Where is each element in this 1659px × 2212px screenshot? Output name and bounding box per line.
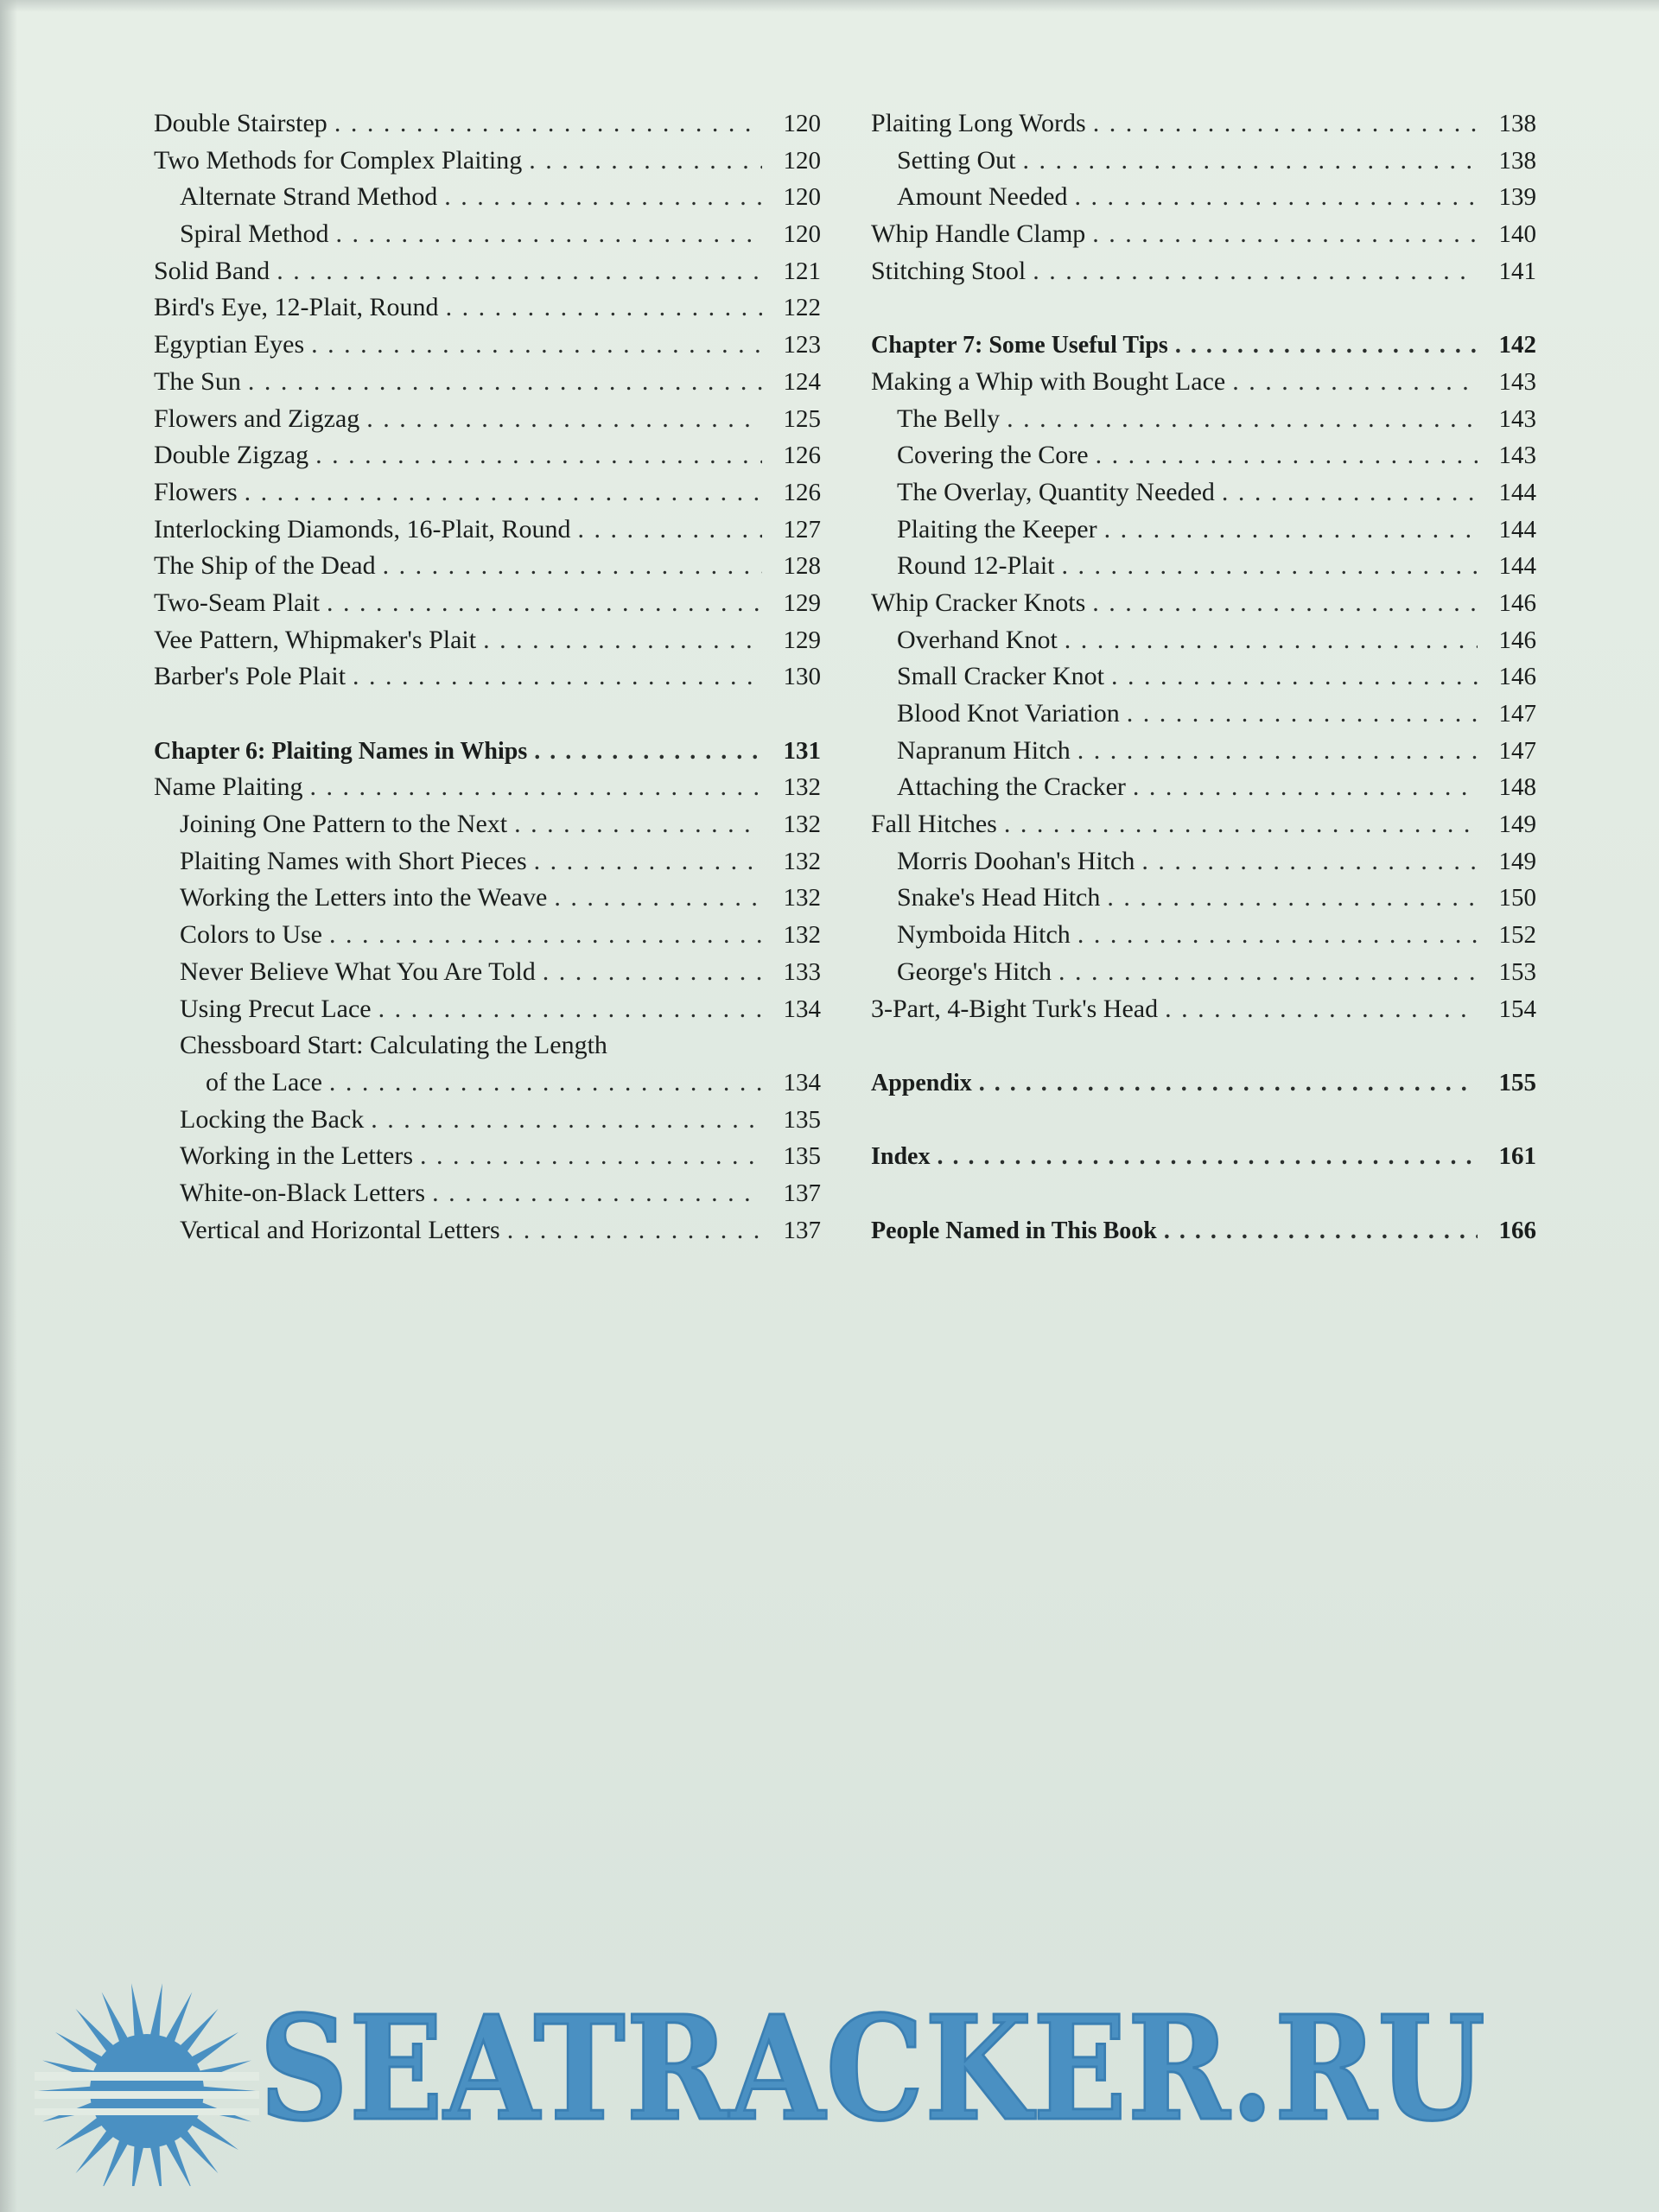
toc-entry-page: 153: [1498, 957, 1536, 986]
toc-leader-dots: [529, 143, 762, 180]
toc-entry: [154, 216, 821, 253]
toc-leader-dots: [1141, 843, 1478, 880]
toc-entry: [871, 585, 1536, 622]
toc-leader-dots: [543, 954, 762, 991]
toc-entry-title: Vertical and Horizontal Letters: [180, 1215, 500, 1244]
toc-entry-title: Overhand Knot: [897, 625, 1058, 654]
toc-entry: [871, 105, 1536, 143]
toc-entry: [154, 289, 821, 327]
toc-entry-title: Napranum Hitch: [897, 735, 1071, 765]
toc-entry-title: Two-Seam Plait: [154, 588, 321, 617]
toc-entry: [154, 991, 821, 1028]
toc-entry-page: 134: [783, 1068, 821, 1096]
toc-entry-page: 125: [783, 404, 821, 433]
toc-entry-page: 166: [1498, 1216, 1536, 1244]
toc-entry-page: 139: [1498, 183, 1536, 212]
toc-leader-dots: [329, 1065, 762, 1102]
toc-entry-title: George's Hitch: [897, 957, 1052, 986]
toc-leader-dots: [1092, 216, 1478, 253]
toc-entry: [871, 880, 1536, 917]
toc-entry: [871, 991, 1536, 1028]
toc-spacer: [871, 289, 1536, 327]
toc-entry: [154, 954, 821, 991]
toc-leader-dots: [432, 1175, 762, 1212]
toc-entry: [871, 216, 1536, 253]
toc-entry: [871, 733, 1536, 770]
toc-entry-title: Alternate Strand Method: [180, 182, 438, 212]
sun-ray: [165, 2138, 193, 2186]
toc-entry: [154, 1175, 821, 1212]
toc-chapter-entry: [871, 1138, 1536, 1175]
toc-entry-page: 131: [783, 736, 821, 765]
toc-entry-title: Morris Doohan's Hitch: [897, 846, 1135, 875]
toc-entry: [154, 880, 821, 917]
toc-leader-dots: [1092, 585, 1478, 622]
toc-entry: [154, 401, 821, 438]
toc-entry-page: 132: [783, 773, 821, 802]
sun-ray: [149, 1983, 162, 2038]
toc-leader-dots: [327, 585, 762, 622]
toc-entry-page: 143: [1498, 367, 1536, 396]
toc-leader-dots: [446, 289, 762, 327]
toc-leader-dots: [315, 437, 762, 474]
toc-entry-page: 148: [1498, 773, 1536, 802]
toc-entry: [154, 327, 821, 364]
toc-entry-title: The Belly: [897, 404, 1001, 433]
toc-entry-title: Plaiting Names with Short Pieces: [180, 846, 527, 875]
toc-entry: [871, 401, 1536, 438]
toc-entry: [154, 548, 821, 585]
toc-leader-dots: [276, 253, 762, 290]
toc-entry-page: 144: [1498, 552, 1536, 581]
toc-entry-page: 154: [1498, 995, 1536, 1023]
toc-entry-page: 146: [1498, 588, 1536, 617]
toc-entry: [871, 474, 1536, 512]
toc-leader-dots: [1111, 658, 1478, 696]
toc-entry: [154, 105, 821, 143]
toc-entry-page: 120: [783, 146, 821, 175]
toc-entry-page: 132: [783, 884, 821, 912]
toc-leader-dots: [248, 364, 762, 401]
toc-entry-title: Joining One Pattern to the Next: [180, 810, 508, 839]
toc-entry-title: Locking the Back: [180, 1104, 365, 1134]
toc-entry-title: Two Methods for Complex Plaiting: [154, 145, 523, 175]
toc-entry: [871, 512, 1536, 549]
toc-entry-title: Double Stairstep: [154, 109, 327, 137]
toc-leader-dots: [383, 548, 762, 585]
toc-entry-title: Plaiting the Keeper: [897, 514, 1097, 543]
toc-entry-page: 143: [1498, 404, 1536, 433]
toc-leader-dots: [336, 216, 763, 253]
toc-entry: [871, 143, 1536, 180]
toc-entry-title: Appendix: [871, 1069, 972, 1096]
toc-entry-title: of the Lace: [206, 1067, 322, 1096]
toc-entry-page: 152: [1498, 921, 1536, 950]
toc-entry-page: 132: [783, 810, 821, 839]
toc-entry: [871, 253, 1536, 290]
toc-leader-dots: [507, 1212, 762, 1249]
page-edge-shadow-left: [0, 0, 17, 2212]
toc-entry-title: 3-Part, 4-Bight Turk's Head: [871, 994, 1159, 1023]
toc-column-right: [871, 105, 1536, 1249]
toc-entry-page: 147: [1498, 700, 1536, 728]
toc-entry-page: 120: [783, 220, 821, 249]
toc-entry: [871, 769, 1536, 806]
toc-leader-dots: [979, 1065, 1478, 1103]
toc-leader-dots: [311, 327, 762, 364]
toc-entry-page: 138: [1498, 146, 1536, 175]
toc-entry: [154, 474, 821, 512]
toc-entry: [154, 806, 821, 843]
toc-entry: [154, 1065, 821, 1102]
toc-leader-dots: [1222, 474, 1478, 512]
toc-entry-page: 129: [783, 588, 821, 617]
toc-entry-title: Solid Band: [154, 256, 270, 285]
toc-entry-page: 144: [1498, 478, 1536, 506]
toc-leader-dots: [1127, 696, 1478, 733]
toc-entry-page: 146: [1498, 626, 1536, 654]
toc-entry: [871, 179, 1536, 216]
toc-entry-page: 133: [783, 957, 821, 986]
toc-entry: [154, 253, 821, 290]
toc-entry-title: Fall Hitches: [871, 810, 997, 839]
toc-leader-dots: [1074, 179, 1478, 216]
toc-entry: [154, 512, 821, 549]
toc-chapter-entry: [871, 1212, 1536, 1249]
toc-entry-title: Chessboard Start: Calculating the Length: [180, 1031, 607, 1060]
sun-ray: [165, 1992, 193, 2044]
toc-leader-dots: [483, 622, 762, 659]
toc-leader-dots: [1004, 806, 1478, 843]
toc-entry: [154, 658, 821, 696]
toc-entry-page: 147: [1498, 736, 1536, 765]
toc-entry-page: 135: [783, 1105, 821, 1134]
toc-entry-page: 142: [1498, 331, 1536, 359]
sun-ray: [102, 1992, 130, 2044]
toc-entry-title: Nymboida Hitch: [897, 920, 1071, 950]
toc-leader-dots: [1165, 991, 1478, 1028]
toc-entry-title: Double Zigzag: [154, 441, 309, 470]
toc-entry-title: Small Cracker Knot: [897, 662, 1104, 691]
toc-entry-page: 137: [783, 1179, 821, 1207]
toc-entry: [154, 1027, 821, 1065]
toc-leader-dots: [1007, 401, 1478, 438]
toc-entry-title: Whip Handle Clamp: [871, 219, 1086, 249]
toc-leader-dots: [1033, 253, 1478, 290]
sun-ray: [131, 1983, 144, 2038]
toc-entry: [871, 843, 1536, 880]
toc-leader-dots: [245, 474, 762, 512]
toc-entry-title: Bird's Eye, 12-Plait, Round: [154, 293, 439, 322]
toc-spacer: [871, 1175, 1536, 1212]
toc-entry-title: Flowers and Zigzag: [154, 404, 360, 433]
toc-entry-title: Index: [871, 1143, 931, 1171]
toc-spacer: [871, 1102, 1536, 1139]
toc-entry: [871, 696, 1536, 733]
toc-entry: [871, 658, 1536, 696]
toc-entry-title: Setting Out: [897, 145, 1016, 175]
toc-entry: [871, 917, 1536, 954]
toc-entry: [871, 548, 1536, 585]
toc-entry: [154, 437, 821, 474]
toc-entry-title: Never Believe What You Are Told: [180, 957, 536, 986]
toc-entry-title: People Named in This Book: [871, 1217, 1157, 1244]
toc-leader-dots: [534, 734, 762, 771]
toc-leader-dots: [420, 1138, 762, 1175]
toc-column-left: [154, 105, 821, 1249]
toc-entry-title: Attaching the Cracker: [897, 772, 1126, 802]
toc-entry-page: 126: [783, 478, 821, 506]
toc-leader-dots: [1077, 917, 1478, 954]
toc-entry-page: 140: [1498, 220, 1536, 249]
toc-entry-page: 128: [783, 552, 821, 581]
toc-entry: [154, 179, 821, 216]
toc-entry: [154, 917, 821, 954]
toc-entry-title: The Ship of the Dead: [154, 551, 376, 581]
toc-entry-title: Name Plaiting: [154, 772, 303, 802]
toc-entry-title: Spiral Method: [180, 219, 329, 249]
toc-entry-page: 132: [783, 921, 821, 950]
toc-leader-dots: [1104, 512, 1478, 549]
toc-entry-page: 146: [1498, 663, 1536, 691]
watermark-text: SEATRACKER.RU: [259, 1985, 1486, 2153]
toc-entry: [871, 954, 1536, 991]
toc-entry-title: Whip Cracker Knots: [871, 588, 1086, 617]
toc-entry-page: 138: [1498, 110, 1536, 137]
toc-leader-dots: [1232, 364, 1478, 401]
toc-entry-title: Working in the Letters: [180, 1141, 414, 1171]
toc-entry-title: Interlocking Diamonds, 16-Plait, Round: [154, 514, 571, 543]
toc-entry: [154, 585, 821, 622]
toc-entry-title: Colors to Use: [180, 920, 322, 950]
toc-leader-dots: [1164, 1213, 1478, 1250]
toc-entry-title: Amount Needed: [897, 182, 1068, 212]
toc-entry: [154, 843, 821, 880]
toc-leader-dots: [1175, 327, 1478, 365]
page-edge-shadow-top: [0, 0, 1659, 12]
toc-entry: [871, 622, 1536, 659]
toc-entry-page: 127: [783, 515, 821, 543]
toc-entry-title: Blood Knot Variation: [897, 699, 1120, 728]
toc-leader-dots: [1065, 622, 1478, 659]
toc-entry-page: 144: [1498, 515, 1536, 543]
toc-entry-page: 149: [1498, 810, 1536, 839]
toc-leader-dots: [577, 512, 762, 549]
toc-entry-title: Snake's Head Hitch: [897, 883, 1101, 912]
toc-entry-title: The Sun: [154, 366, 241, 396]
toc-entry-title: Stitching Stool: [871, 256, 1027, 285]
toc-leader-dots: [1077, 733, 1478, 770]
sun-ray: [102, 2138, 130, 2186]
toc-leader-dots: [937, 1139, 1478, 1176]
toc-entry-title: Barber's Pole Plait: [154, 662, 346, 691]
toc-entry: [154, 143, 821, 180]
toc-leader-dots: [1096, 437, 1478, 474]
toc-leader-dots: [1107, 880, 1478, 917]
toc-entry-page: 141: [1498, 257, 1536, 285]
toc-entry-page: 123: [783, 331, 821, 359]
toc-chapter-entry: [871, 1065, 1536, 1102]
toc-entry-page: 135: [783, 1142, 821, 1171]
toc-leader-dots: [1093, 105, 1478, 143]
toc-entry-page: 130: [783, 663, 821, 691]
toc-leader-dots: [329, 917, 762, 954]
toc-entry: [871, 364, 1536, 401]
toc-entry: [154, 769, 821, 806]
toc-leader-dots: [534, 843, 762, 880]
toc-entry-page: 149: [1498, 847, 1536, 875]
toc-entry-title: Using Precut Lace: [180, 994, 372, 1023]
toc-entry-title: Chapter 6: Plaiting Names in Whips: [154, 737, 528, 765]
toc-entry-page: 121: [783, 257, 821, 285]
toc-leader-dots: [366, 401, 762, 438]
sun-ray: [131, 2143, 144, 2186]
toc-entry-title: Plaiting Long Words: [871, 109, 1086, 137]
toc-leader-dots: [1062, 548, 1478, 585]
toc-entry-page: 120: [783, 183, 821, 212]
toc-leader-dots: [378, 991, 762, 1028]
toc-entry: [154, 1102, 821, 1139]
toc-chapter-entry: [154, 733, 821, 770]
toc-entry-page: 137: [783, 1216, 821, 1244]
toc-entry-page: 161: [1498, 1142, 1536, 1171]
toc-leader-dots: [1133, 769, 1478, 806]
toc-entry-title: Flowers: [154, 477, 238, 506]
toc-entry: [154, 622, 821, 659]
toc-entry-page: 143: [1498, 442, 1536, 470]
sun-ray: [149, 2143, 162, 2186]
toc-entry-title: Making a Whip with Bought Lace: [871, 366, 1226, 396]
toc-leader-dots: [353, 658, 762, 696]
toc-entry: [871, 806, 1536, 843]
toc-spacer: [154, 696, 821, 733]
toc-entry-title: Covering the Core: [897, 441, 1089, 470]
toc-entry: [154, 1212, 821, 1249]
toc-entry-page: 155: [1498, 1068, 1536, 1096]
toc-entry: [154, 364, 821, 401]
toc-entry-page: 132: [783, 847, 821, 875]
toc-entry-title: Vee Pattern, Whipmaker's Plait: [154, 625, 477, 654]
toc-entry-page: 129: [783, 626, 821, 654]
toc-leader-dots: [309, 769, 762, 806]
toc-spacer: [871, 1027, 1536, 1065]
toc-entry-page: 134: [783, 995, 821, 1023]
toc-entry-title: White-on-Black Letters: [180, 1178, 426, 1207]
toc-entry: [871, 437, 1536, 474]
toc-entry-title: Working the Letters into the Weave: [180, 883, 548, 912]
toc-leader-dots: [1023, 143, 1478, 180]
toc-entry-title: Round 12-Plait: [897, 551, 1055, 581]
toc-entry-title: Chapter 7: Some Useful Tips: [871, 332, 1168, 359]
sun-icon: [35, 1961, 259, 2186]
toc-entry-page: 120: [783, 110, 821, 137]
toc-leader-dots: [371, 1102, 762, 1139]
toc-entry-title: The Overlay, Quantity Needed: [897, 477, 1215, 506]
toc-entry-page: 126: [783, 442, 821, 470]
toc-chapter-entry: [871, 327, 1536, 364]
toc-entry: [154, 1138, 821, 1175]
toc-entry-page: 122: [783, 294, 821, 322]
toc-leader-dots: [444, 179, 762, 216]
toc-entry-page: 150: [1498, 884, 1536, 912]
toc-entry-title: Egyptian Eyes: [154, 330, 305, 359]
toc-leader-dots: [514, 806, 762, 843]
watermark: [0, 1961, 1659, 2186]
toc-leader-dots: [334, 105, 762, 143]
toc-leader-dots: [554, 880, 762, 917]
toc-entry-page: 124: [783, 367, 821, 396]
toc-leader-dots: [1058, 954, 1478, 991]
